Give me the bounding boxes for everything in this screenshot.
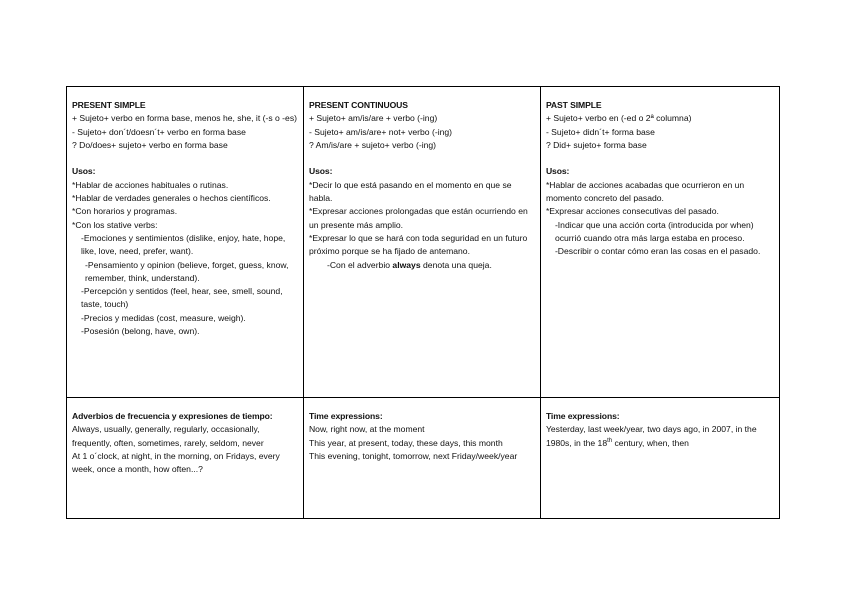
time-expression-line: Now, right now, at the moment [308,424,425,435]
present-simple-title: PRESENT SIMPLE [72,100,146,110]
time-line-part2: century, when, then [612,437,689,448]
present-simple-time-title: Adverbios de frecuencia y expresiones de tiempo: [72,411,273,421]
present-continuous-question: ? Am/is/are + sujeto+ verbo (-ing) [308,139,437,150]
present-continuous-use: *Decir lo que está pasando en el momento en que se habla. [308,179,512,204]
past-simple-uses-title: Usos: [545,166,570,177]
present-continuous-use: *Expresar acciones prolongadas que están ocurriendo en un presente más amplio. [308,206,528,230]
present-continuous-time-title: Time expressions: [308,411,383,421]
present-simple-question: ? Do/does+ sujeto+ verbo en forma base [72,139,228,150]
present-simple-cell [67,87,304,398]
present-simple-uses-title: Usos: [72,166,96,177]
past-simple-negative: - Sujeto+ didn´t+ forma base [545,126,655,137]
present-continuous-always-note [309,259,536,272]
table-row-time-expressions [67,398,780,519]
present-simple-affirmative: + Sujeto+ verbo en forma base, menos he, she, it (-s o -es) [72,113,297,124]
present-simple-use: *Hablar de verdades generales o hechos científicos. [72,193,271,204]
time-expression-line: This evening, tonight, tomorrow, next Friday/week/year [308,450,518,461]
present-simple-negative: - Sujeto+ don´t/doesn´t+ verbo en forma base [72,126,246,137]
past-simple-question: ? Did+ sujeto+ forma base [545,139,647,150]
past-simple-use: -Indicar que una acción corta (introducida por when) ocurrió cuando otra más larga estaba en proceso. [554,219,754,243]
present-simple-time-cell [67,398,304,519]
present-continuous-affirmative: + Sujeto+ am/is/are + verbo (-ing) [308,113,438,124]
past-simple-time-cell [540,398,779,519]
time-line-part1: Yesterday, last week/year, two days ago, in 2007, in the 1980s, in the 18 [545,424,757,448]
present-continuous-cell [303,87,540,398]
stative-verbs-item: -Percepción y sentidos (feel, hear, see, smell, sound, taste, touch) [81,286,283,310]
present-simple-use: *Hablar de acciones habituales o rutinas. [72,179,229,190]
always-note-suffix: denota una queja. [420,259,492,270]
past-simple-cell [540,87,779,398]
present-continuous-uses-title: Usos: [308,166,333,177]
stative-verbs-item: -Pensamiento y opinion (believe, forget, guess, know, remember, think, understand). [85,259,289,283]
past-simple-use: *Expresar acciones consecutivas del pasado. [545,206,719,217]
ordinal-suffix: th [607,437,613,444]
present-simple-use: *Con los stative verbs: [72,219,158,230]
past-simple-time-title: Time expressions: [545,411,620,421]
stative-verbs-item: -Emociones y sentimientos (dislike, enjoy, hate, hope, like, love, need, prefer, want). [81,232,286,257]
always-note-prefix: -Con el adverbio [326,259,393,270]
always-keyword: always [392,259,421,270]
past-simple-affirmative: + Sujeto+ verbo en (-ed o 2ª columna) [545,113,692,124]
past-simple-use: -Describir o contar cómo eran las cosas en el pasado. [554,246,761,257]
present-continuous-title: PRESENT CONTINUOUS [308,100,408,110]
present-continuous-use: *Expresar lo que se hará con toda seguridad en un futuro próximo porque se ha fijado de antemano. [308,232,528,257]
past-simple-title: PAST SIMPLE [545,100,602,110]
time-expressions: At 1 o´clock, at night, in the morning, on Fridays, every week, once a month, how often...? [72,450,280,475]
stative-verbs-item: -Posesión (belong, have, own). [81,326,200,337]
present-continuous-time-cell [303,398,540,519]
present-continuous-negative: - Sujeto+ am/is/are+ not+ verbo (-ing) [308,126,453,137]
table-row-structure-uses [67,87,780,398]
frequency-adverbs: Always, usually, generally, regularly, occasionally, frequently, often, sometimes, rarely, seldom, never [72,424,264,448]
grammar-table [66,86,780,519]
time-expression-line: This year, at present, today, these days, this month [308,437,503,448]
stative-verbs-item: -Precios y medidas (cost, measure, weigh). [81,312,246,323]
present-simple-use: *Con horarios y programas. [72,206,178,217]
past-simple-use: *Hablar de acciones acabadas que ocurrieron en un momento concreto del pasado. [545,179,745,204]
past-simple-time-line [546,423,775,450]
